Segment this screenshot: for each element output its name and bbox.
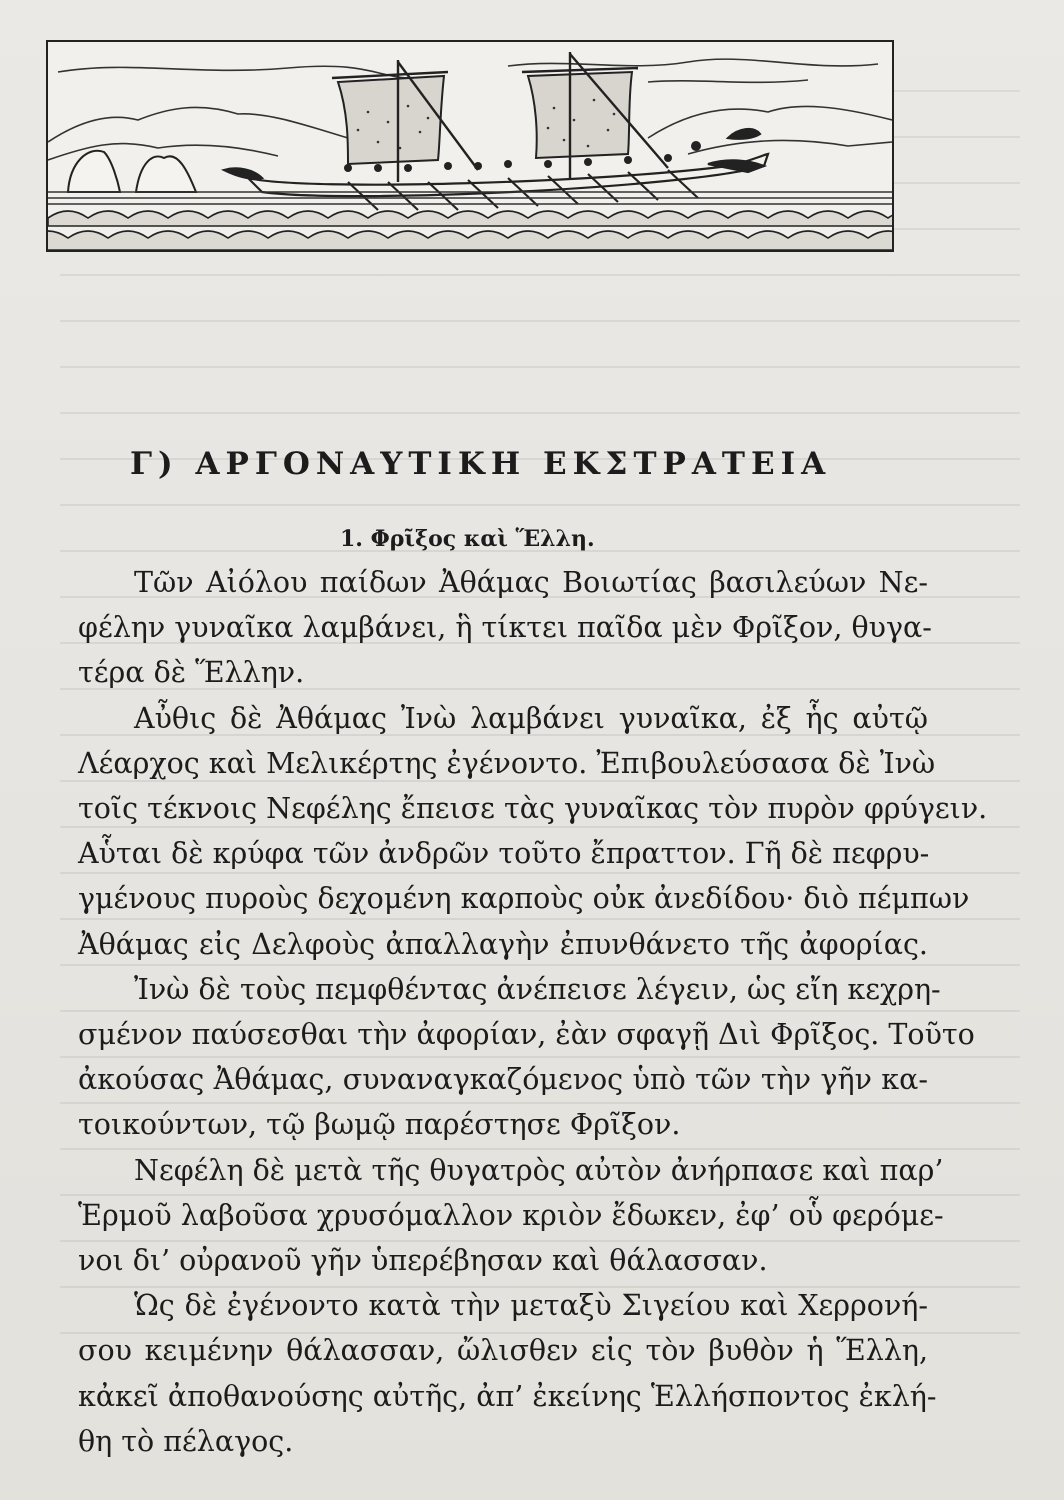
paragraph — [78, 967, 975, 1148]
argonaut-ship-illustration — [46, 40, 894, 252]
text-line: γμένους πυροὺς δεχομένη καρποὺς οὐκ ἀνεδίδου· διὸ πέμπων — [78, 882, 970, 916]
text-line: θη τὸ πέλαγος. — [78, 1424, 294, 1458]
paragraph — [78, 560, 932, 696]
chapter-title: Γ) ΑΡΓΟΝΑΥΤΙΚΗ ΕΚΣΤΡΑΤΕΙΑ — [130, 446, 832, 482]
text-line: τοῖς τέκνοις Νεφέλης ἔπεισε τὰς γυναῖκας τὸν πυρὸν φρύγειν. — [78, 792, 988, 826]
text-line: Λέαρχος καὶ Μελικέρτης ἐγένοντο. Ἐπιβουλεύσασα δὲ Ἰνὼ — [78, 746, 936, 780]
body-text — [78, 560, 988, 1464]
paragraph — [78, 1283, 937, 1464]
text-line: κἀκεῖ ἀποθανούσης αὐτῆς, ἀπ’ ἐκείνης Ἑλλήσποντος ἐκλή- — [78, 1379, 937, 1413]
paragraph — [78, 696, 988, 967]
text-line: Νεφέλη δὲ μετὰ τῆς θυγατρὸς αὐτὸν ἀνήρπασε καὶ παρ’ — [134, 1153, 944, 1187]
text-line: τοικούντων, τῷ βωμῷ παρέστησε Φρῖξον. — [78, 1108, 681, 1142]
text-line: Ἀθάμας εἰς Δελφοὺς ἀπαλλαγὴν ἐπυνθάνετο τῆς ἀφορίας. — [78, 927, 928, 961]
text-line: Αὖθις δὲ Ἀθάμας Ἰνὼ λαμβάνει γυναῖκα, ἐξ ἧς αὐτῷ — [134, 701, 928, 735]
text-line: σμένον παύσεσθαι τὴν ἀφορίαν, ἐὰν σφαγῇ Διὶ Φρῖξος. Τοῦτο — [78, 1018, 975, 1052]
section-title: 1. Φρῖξος καὶ Ἕλλη. — [340, 526, 595, 552]
text-line: Ὡς δὲ ἐγένοντο κατὰ τὴν μεταξὺ Σιγείου καὶ Χερρονή- — [134, 1289, 928, 1323]
text-line: νοι δι’ οὐρανοῦ γῆν ὑπερέβησαν καὶ θάλασσαν. — [78, 1244, 768, 1278]
text-line: Ἑρμοῦ λαβοῦσα χρυσόμαλλον κριὸν ἔδωκεν, ἐφ’ οὗ φερόμε- — [78, 1198, 944, 1232]
ship-drawing — [48, 42, 892, 250]
text-line: Τῶν Αἰόλου παίδων Ἀθάμας Βοιωτίας βασιλεύων Νε- — [134, 566, 928, 599]
paragraph — [78, 1148, 944, 1284]
text-line: Ἰνὼ δὲ τοὺς πεμφθέντας ἀνέπεισε λέγειν, ὡς εἴη κεχρη- — [134, 972, 941, 1006]
text-line: σου κειμένην θάλασσαν, ὤλισθεν εἰς τὸν βυθὸν ἡ Ἕλλη, — [78, 1334, 928, 1368]
text-line: τέρα δὲ Ἕλλην. — [78, 656, 305, 690]
text-line: φέλην γυναῖκα λαμβάνει, ἣ τίκτει παῖδα μὲν Φρῖξον, θυγα- — [78, 611, 932, 645]
text-line: Αὗται δὲ κρύφα τῶν ἀνδρῶν τοῦτο ἔπραττον. Γῆ δὲ πεφρυ- — [78, 837, 930, 871]
text-line: ἀκούσας Ἀθάμας, συναναγκαζόμενος ὑπὸ τῶν τὴν γῆν κα- — [78, 1063, 928, 1097]
